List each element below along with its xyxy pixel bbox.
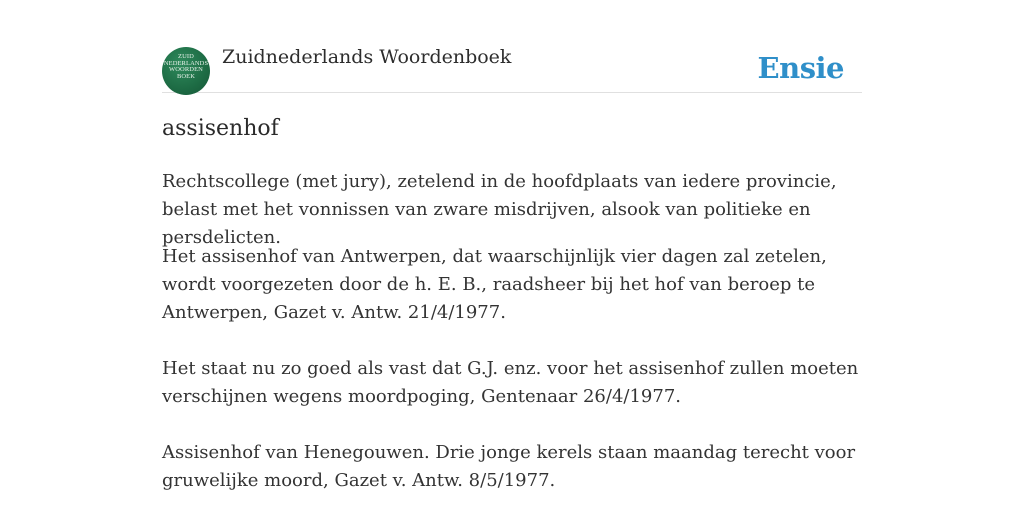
logo-text bbox=[164, 54, 208, 80]
example-quote: Het assisenhof van Antwerpen, dat waarschijnlijk vier dagen zal zetelen, wordt voorgezeten door de h. E. B., raadsheer bij het hof van beroep te Antwerpen, Gazet v. Antw. 21/4/1977. bbox=[162, 246, 827, 323]
site-name[interactable]: Zuidnederlands Woordenboek bbox=[222, 46, 512, 68]
dictionary-logo[interactable] bbox=[162, 47, 210, 95]
logo-line-4: BOEK bbox=[176, 72, 196, 80]
logo-line-3: WOORDEN bbox=[169, 66, 203, 73]
header bbox=[162, 40, 862, 93]
ensie-brand-link[interactable]: Ensie bbox=[757, 51, 844, 85]
logo-line-2: NEDERLANDS bbox=[163, 59, 209, 67]
definition: Rechtscollege (met jury), zetelend in de hoofdplaats van iedere provincie, belast met het vonnissen van zware misdrijven, alsook van politieke en persdelicten. bbox=[162, 171, 837, 248]
examples bbox=[162, 243, 862, 512]
headword: assisenhof bbox=[162, 116, 279, 141]
logo-line-1: ZUID bbox=[178, 53, 194, 60]
entry-card bbox=[162, 40, 862, 491]
example-quote: Het staat nu zo goed als vast dat G.J. enz. voor het assisenhof zullen moeten verschijnen wegens moordpoging, Gentenaar 26/4/1977. bbox=[162, 358, 859, 407]
example-quote: Assisenhof van Henegouwen. Drie jonge kerels staan maandag terecht voor gruwelijke moord, Gazet v. Antw. 8/5/1977. bbox=[162, 442, 856, 491]
